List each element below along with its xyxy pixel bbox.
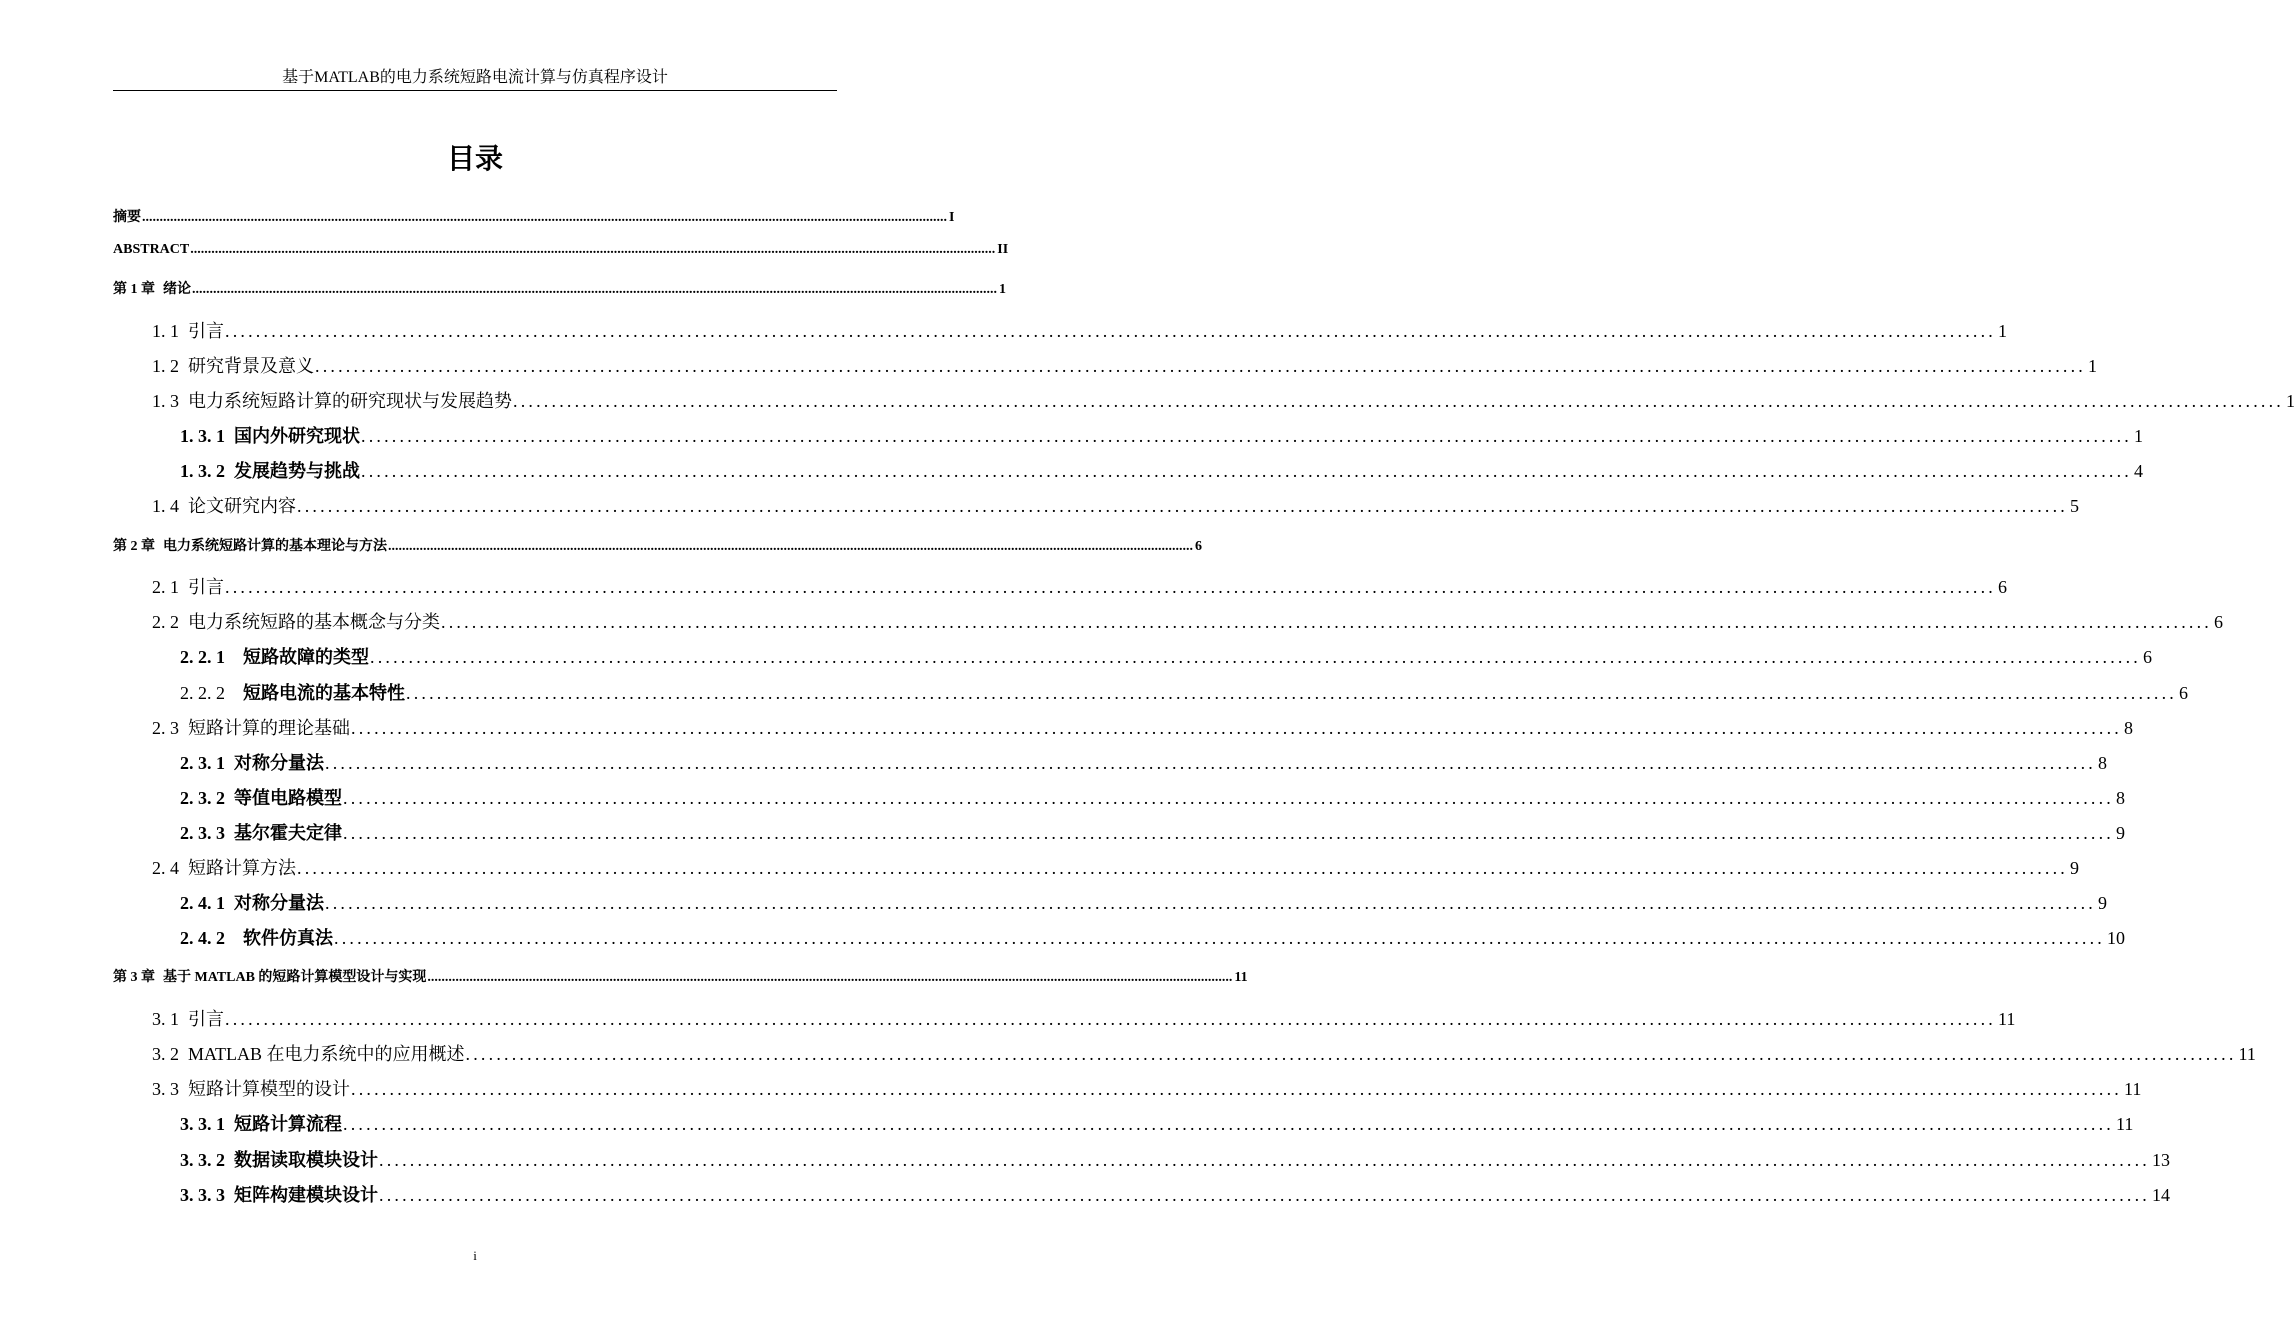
toc-entry-text: 研究背景及意义 [188,356,314,376]
toc-leader: ...................................................................................................................................................................................................................................... [370,647,2141,667]
toc-entry-text: 电力系统短路计算的基本理论与方法 [163,539,387,554]
toc-entry-page: 6 [2179,683,2188,703]
toc-entry-number: 2. 2. 2 [180,683,225,703]
toc-leader: ...................................................................................................................................................................................................................................... [343,788,2114,808]
toc-entry-text: MATLAB 在电力系统中的应用概述 [188,1044,465,1064]
toc-entry-number: 1. 3 [152,391,179,411]
toc-entry-page: 10 [2107,928,2125,948]
toc-entry-page: 11 [2238,1044,2256,1064]
toc-entry-page: 6 [1195,539,1202,554]
toc-entry-page: 6 [2143,647,2152,667]
toc-entry-text: 引言 [188,321,224,341]
toc-entry-page: 11 [2124,1079,2142,1099]
toc-entry-text: 电力系统短路的基本概念与分类 [188,612,440,632]
toc-entry-2-2-1[interactable] [180,643,2152,667]
toc-leader: ...................................................................................................................................................................................................................................... [441,612,2212,632]
toc-entry-2-3-2[interactable] [180,784,2125,808]
page-number: i [473,1248,477,1263]
toc-entry-number: 3. 3. 2 [180,1150,225,1170]
toc-entry-page: 4 [2134,461,2143,481]
toc-leader: ...................................................................................................................................................................................................................................... [343,823,2114,843]
toc-entry-text: 短路故障的类型 [243,647,369,667]
toc-entry-number: 3. 3 [152,1079,179,1099]
toc-entry-2-4[interactable] [152,854,2079,878]
toc-entry-page: II [997,242,1009,257]
toc-entry-2-4-2[interactable] [180,924,2125,948]
toc-entry-text: 基尔霍夫定律 [234,823,342,843]
toc-entry-2-4-1[interactable] [180,889,2107,913]
toc-entry-text: 短路电流的基本特性 [243,683,405,703]
toc-entry-number: 第 1 章 [113,282,155,297]
toc-entry-text: 发展趋势与挑战 [234,461,360,481]
toc-entry-number: 第 2 章 [113,539,155,554]
toc-entry-text: 短路计算流程 [234,1114,342,1134]
toc-title: 目录 [446,142,503,175]
toc-entry-page: 1 [2134,426,2143,446]
toc-entry-number: 第 3 章 [113,970,155,985]
toc-entry-text: 引言 [188,577,224,597]
toc-entry-3-1[interactable] [152,1005,2016,1029]
toc-entry-text: 矩阵构建模块设计 [234,1185,378,1205]
toc-entry-page: 5 [2070,496,2079,516]
toc-entry-page: 6 [2214,612,2223,632]
toc-leader: ...................................................................................................................................................................................................................................... [388,539,1193,554]
toc-entry-text: 电力系统短路计算的研究现状与发展趋势 [188,391,512,411]
toc-entry-chapter-3[interactable] [113,966,1248,986]
toc-entry-number: 1. 4 [152,496,179,516]
toc-entry-text: 摘要 [113,210,141,225]
toc-entry-number: 2. 3 [152,718,179,738]
toc-entry-chapter-1[interactable] [113,278,1006,298]
toc-leader: ...................................................................................................................................................................................................................................... [325,753,2096,773]
toc-leader: ...................................................................................................................................................................................................................................... [297,496,2068,516]
toc-leader: ...................................................................................................................................................................................................................................... [361,461,2132,481]
toc-entry-number: 2. 4 [152,858,179,878]
toc-entry-number: 2. 2 [152,612,179,632]
toc-leader: ...................................................................................................................................................................................................................................... [315,356,2086,376]
toc-leader: ...................................................................................................................................................................................................................................... [513,391,2284,411]
toc-entry-3-3-1[interactable] [180,1110,2134,1134]
toc-entry-number: 2. 1 [152,577,179,597]
toc-leader: ...................................................................................................................................................................................................................................... [190,242,996,257]
header-rule [113,90,837,91]
toc-leader: ...................................................................................................................................................................................................................................... [343,1114,2114,1134]
toc-entry-2-3[interactable] [152,714,2133,738]
toc-entry-page: I [949,210,955,225]
toc-entry-2-1[interactable] [152,573,2007,597]
toc-entry-page: 9 [2116,823,2125,843]
toc-leader: ...................................................................................................................................................................................................................................... [351,1079,2122,1099]
toc-entry-text: 软件仿真法 [243,928,333,948]
toc-entry-number: 1. 2 [152,356,179,376]
toc-entry-1-3[interactable] [152,387,2295,411]
toc-leader: ...................................................................................................................................................................................................................................... [334,928,2105,948]
toc-entry-text: 对称分量法 [234,893,324,913]
toc-leader: ...................................................................................................................................................................................................................................... [225,321,1996,341]
toc-entry-page: 1 [2088,356,2097,376]
toc-entry-number: 2. 4. 1 [180,893,225,913]
toc-entry-text: 短路计算模型的设计 [188,1079,350,1099]
toc-entry-chapter-2[interactable] [113,535,1202,555]
toc-leader: ...................................................................................................................................................................................................................................... [465,1044,2237,1064]
toc-entry-2-2[interactable] [152,608,2223,632]
toc-entry-text: 论文研究内容 [188,496,296,516]
toc-entry-3-2[interactable] [152,1040,2256,1064]
toc-entry-text: 绪论 [163,282,191,297]
toc-entry-abstract-cn[interactable] [113,206,955,226]
toc-entry-text: 引言 [188,1009,224,1029]
toc-leader: ...................................................................................................................................................................................................................................... [225,1009,1996,1029]
toc-entry-number: 2. 2. 1 [180,647,225,667]
toc-entry-text: 等值电路模型 [234,788,342,808]
toc-leader: ...................................................................................................................................................................................................................................... [325,893,2096,913]
toc-entry-page: 1 [1998,321,2007,341]
toc-entry-1-3-1[interactable] [180,422,2143,446]
toc-entry-page: 14 [2152,1185,2170,1205]
toc-entry-text: 国内外研究现状 [234,426,360,446]
toc-entry-page: 8 [2116,788,2125,808]
toc-entry-1-1[interactable] [152,317,2007,341]
toc-leader: ...................................................................................................................................................................................................................................... [427,970,1233,985]
toc-entry-number: 1. 3. 1 [180,426,225,446]
toc-entry-1-3-2[interactable] [180,457,2143,481]
toc-entry-3-3-2[interactable] [180,1146,2170,1170]
toc-entry-page: 1 [999,282,1006,297]
toc-leader: ...................................................................................................................................................................................................................................... [142,210,947,225]
toc-entry-number: 2. 3. 2 [180,788,225,808]
toc-entry-text: 对称分量法 [234,753,324,773]
toc-entry-2-3-1[interactable] [180,749,2107,773]
toc-entry-number: 2. 3. 3 [180,823,225,843]
toc-entry-page: 9 [2070,858,2079,878]
toc-entry-number: 2. 3. 1 [180,753,225,773]
toc-leader: ...................................................................................................................................................................................................................................... [297,858,2068,878]
toc-entry-page: 11 [1998,1009,2016,1029]
toc-leader: ...................................................................................................................................................................................................................................... [192,282,997,297]
toc-entry-page: 1 [2286,391,2295,411]
toc-entry-text: 数据读取模块设计 [234,1150,378,1170]
toc-entry-page: 13 [2152,1150,2170,1170]
toc-entry-text: 短路计算方法 [188,858,296,878]
toc-entry-1-4[interactable] [152,492,2079,516]
toc-leader: ...................................................................................................................................................................................................................................... [225,577,1996,597]
toc-entry-page: 8 [2098,753,2107,773]
toc-entry-number: 3. 2 [152,1044,179,1064]
toc-entry-2-3-3[interactable] [180,819,2125,843]
toc-entry-page: 8 [2124,718,2133,738]
toc-leader: ...................................................................................................................................................................................................................................... [406,683,2177,703]
toc-entry-number: 2. 4. 2 [180,928,225,948]
toc-leader: ...................................................................................................................................................................................................................................... [379,1150,2150,1170]
toc-entry-text: 基于 MATLAB 的短路计算模型设计与实现 [163,970,427,985]
toc-entry-text: ABSTRACT [113,242,190,257]
toc-entry-page: 11 [1234,970,1248,985]
toc-leader: ...................................................................................................................................................................................................................................... [379,1185,2150,1205]
toc-entry-3-3-3[interactable] [180,1181,2170,1205]
toc-entry-page: 11 [2116,1114,2134,1134]
running-header: 基于MATLAB的电力系统短路电流计算与仿真程序设计 [282,69,668,86]
toc-entry-3-3[interactable] [152,1075,2142,1099]
toc-entry-number: 1. 1 [152,321,179,341]
toc-entry-page: 6 [1998,577,2007,597]
toc-entry-number: 3. 1 [152,1009,179,1029]
toc-entry-1-2[interactable] [152,352,2097,376]
toc-entry-number: 1. 3. 2 [180,461,225,481]
toc-entry-number: 3. 3. 3 [180,1185,225,1205]
toc-entry-2-2-2[interactable] [180,679,2188,703]
toc-leader: ...................................................................................................................................................................................................................................... [351,718,2122,738]
toc-entry-abstract-en[interactable] [113,242,1009,262]
toc-leader: ...................................................................................................................................................................................................................................... [361,426,2132,446]
toc-entry-number: 3. 3. 1 [180,1114,225,1134]
toc-entry-page: 9 [2098,893,2107,913]
toc-entry-text: 短路计算的理论基础 [188,718,350,738]
